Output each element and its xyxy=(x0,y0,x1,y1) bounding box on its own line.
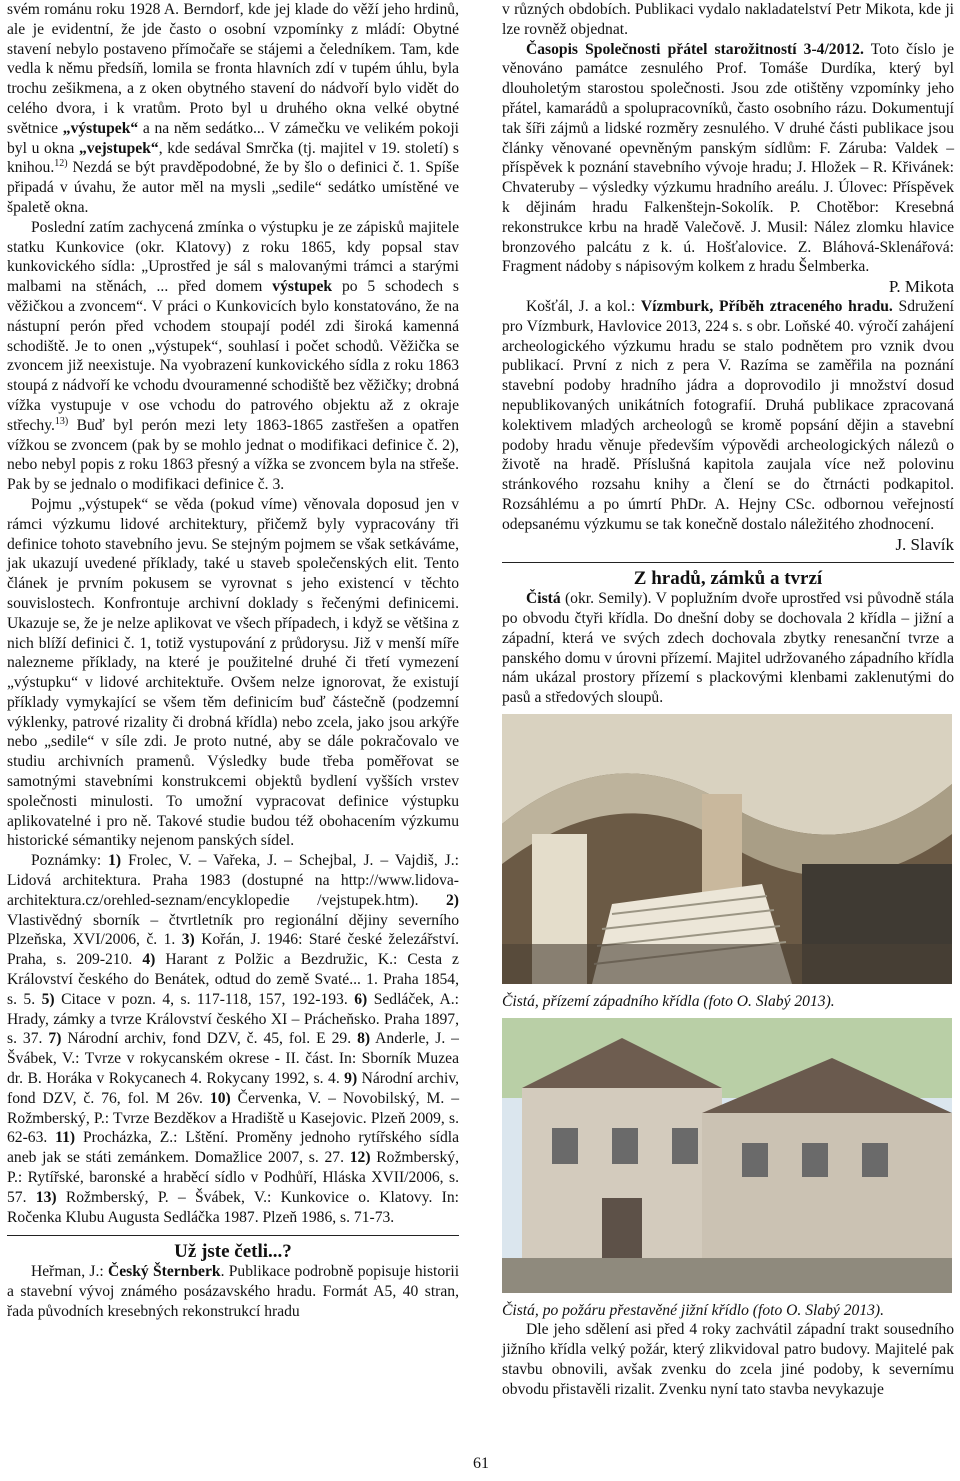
section-divider-right xyxy=(502,562,954,563)
footnote-ref-12: 12) xyxy=(54,158,68,170)
paragraph-berndorf: svém románu roku 1928 A. Berndorf, kde jej klade do věží jeho hrdinů, ale je evidentní, že jde často o osobní vzpomínky z mládí: Obytné stavení nebylo postaveno přímočaře se stájemi a čeledníkem. Tam, kde vedla k němu předsíň, lomila se fronta hlavních zdí v tupém úhlu, byla trochu zešikmena, a z oken obytného stavení do nádvoří bylo vidět do celého dvora, i k vratům. Proto byl u druhého okna velké obytné světnice „výstupek“ a na něm sedátko... V zámečku ve velikém pokoji byl u okna „vejstupek“, kde sedával Smrčka (tj. majitel v 19. století) s knihou.$^{12)}$ Nezdá se být pravděpodobné, že by šlo o definici č. 1. Spíše připadá v úvahu, že autor měl na mysli „sedile“ sedátko umístěné ve špaletě okna. xyxy=(7,1,459,216)
signature-slavik: J. Slavík xyxy=(895,534,954,554)
paragraph-cesky-sternberk: Heřman, J.: Český Šternberk. Publikace podrobně popisuje historii a stavební vývoj známého posázavského hradu. Formát A5, 40 stran, řada původních kresebných rekonstrukcí hradu xyxy=(7,1263,460,1320)
photo-south-wing xyxy=(502,1018,952,1293)
section-heading-read: Už jste četli...? xyxy=(174,1241,292,1263)
term-vystupek: „výstupek“ xyxy=(62,119,139,137)
notes: Poznámky: 1) Frolec, V. – Vařeka, J. – Schejbal, J. – Vajdiš, J.: Lidová architektura. Praha 1983 (dostupné na http://www.lidova-architektura.cz/orehled-seznam/encyklopedie /vejstupek.htm). 2) Vlastivědný sborník – čtvrtletník pro regionální dějiny severního Plzeňska, XVI/2006, č. 1. 3) Kořán, J. 1946: Staré české železářství. Praha, s. 209-210. 4) Harant z Polžic a Bezdružic, K.: Cesta z Království českého do Benátek, odtud do země Svaté... 1. Praha 1854, s. 5. 5) Citace v pozn. 4, s. 117-118, 157, 192-193. 6) Sedláček, A.: Hrady, zámky a tvrze Království českého XI – Prácheňsko. Praha 1897, s. 37. 7) Národní archiv, fond DZV, č. 45, fol. E 29. 8) Anderle, J. – Švábek, V.: Tvrze v rokycanském okrese - II. část. In: Sborník Muzea dr. B. Horáka v Rokycanech 4. Rokycany 1992, s. 4. 9) Národní archiv, fond DZV, č. 76, fol. M 26v. 10) Červenka, V. – Novobilský, M. – Rožmberský, P.: Tvrze Bezděkov a Hradiště u Kasejovic. Plzeň 2009, s. 62-63. 11) Procházka, Z.: Lštění. Proměny jednoho rytířského sídla aneb jak se státi zemánkem. Domažlice 2007, s. 27. 12) Rožmberský, P.: Rytířské, baronské a hraběcí sídlo v Podhůří, Hláska XVII/2006, s. 57. 13) Rožmberský, P. – Švábek, V.: Kunkovice o. Klatovy. In: Ročenka Klubu Augusta Sedláčka 1987. Plzeň 1986, s. 71-73. xyxy=(7,852,460,1226)
page-number: 61 xyxy=(473,1455,489,1472)
paragraph-vizmburk: Košťál, J. a kol.: Vízmburk, Příběh ztraceného hradu. Sdružení pro Vízmburk, Havlovice 2013, 224 s. s obr. Loňské 40. výročí zahájení archeologického výzkumu hradu se stalo podnětem pro vznik dvou publikací. První z nich z pera V. Razíma se zaměřila na poznání stavební podoby hradního jádra a doprovodilo ji množství dosud nepublikovaných unikátních fotografií. Druhá publikace zpracovaná kolektivem mladých archeologů se kromě popsání dějin a stavební podoby hradu věnuje především výpovědi archeologických nálezů o životě na hradě. Příslušná kapitola zaujala více než polovinu stránkového rozsahu knihy a člení se do čtrnácti podkapitol. Rozsáhlému a po úmrtí PhDr. A. Hejny CSc. odbornou veřejností odepsanému výzkumu se tak konečně dostalo náležitého zhodnocení. xyxy=(502,297,954,533)
section-divider xyxy=(7,1235,459,1236)
paragraph-cista-fire: Dle jeho sdělení asi před 4 roky zachvátil západní trakt sousedního jižního křídla velký požár, který zlikvidoval patro budovy. Majitelé pak stavbu obnovili, avšak zvenku do zcela jiné podoby, k severnímu obvodu přistavěli rizalit. Zvenku nyní tato stavba nevykazuje xyxy=(502,1321,954,1398)
footnote-ref-13: 13) xyxy=(54,415,69,427)
signature-mikota: P. Mikota xyxy=(888,277,954,297)
paragraph-mikota-publisher: v různých obdobích. Publikaci vydalo nakladatelství Petr Mikota, kde ji lze rovněž objednat. xyxy=(502,1,954,38)
paragraph-cista: Čistá (okr. Semily). V poplužním dvoře uprostřed vsi původně stála po obvodu čtyři křídla. Do dnešní doby se dochovala 2 křídla – jižní a západní, která ve svých zdech dochovala zbytky renesanční tvrze a panského domu v úrovni přízemí. Majitel udržovaného západního křídla nám ukázal prostory přízemí s plackovými klenbami zaklenutými do pasů a středových sloupů. xyxy=(502,590,954,707)
paragraph-conclusion: Pojmu „výstupek“ se věda (pokud víme) věnovala doposud jen v rámci výzkumu lidové architektury, přičemž byly vypracovány tři definice tohoto stavebního jevu. Se stejným pojmem se však setkáváme, jak ukazují uvedené příklady, také u staveb společenských elit. Tento článek je prvním pokusem se vyrovnat s jeho existencí v těchto souvislostech. Konfrontuje archivní doklady s řečenými definicemi. Ukazuje se, že je nelze aplikovat ve všech případech, i když se většina z nich blíží definici č. 1, totiž vystupování z průdorysu. Již v menší míře nalezneme příklady, na které je použitelné druhé či třetí vymezení „výstupku“ v lidové architektuře. Ovšem nelze ignorovat, že existují příklady vymykající se všem těm definicím buď částečně (podzemní výklenky, patrové rizality či drobná křídla) nebo zcela, jako jsou arkýře nebo „sedile“ v síle zdi. Je proto nutné, aby se dále pokračovalo ve studiu archivních pramenů. Výsledky bude třeba poměřovat se samotnými stavebními konstrukcemi objektů bydlení vyšších vrstev společnosti minulosti. To umožní vypracovat definice výstupku aplikovatelné i pro ně. Takové studie budou též obohacením výzkumu historické sémantiky nejenom panských sídel. xyxy=(7,495,459,850)
right-column xyxy=(502,0,954,1400)
caption-photo-2: Čistá, po požáru přestavěné jižní křídlo (foto O. Slabý 2013). xyxy=(502,1301,885,1319)
paragraph-casopis: Časopis Společnosti přátel starožitností 3-4/2012. Toto číslo je věnováno památce zesnulého Prof. Tomáše Durdíka, který byl dlouholetým starostou společnosti. Jsou zde otištěny vzpomínky jeho přátel, kamarádů a spolupracovníků, často osobního rázu. Dokumentují tak šíři zájmů a lidské rozměry zesnulého. V druhé části publikace jsou články věnované opevněným panským sídlům: F. Záruba: Valdek – příspěvek k poznání stavebního vývoje hradu; J. Hložek – R. Křivánek: Chvateruby – výsledky výzkumu hradního areálu. J. Úlovec: Příspěvek k dějinám hradu Falkenštejn-Sokolík. P. Chotěbor: Kresebná rekonstrukce krbu na hradě Valečově. J. Musil: Nález zlomku hlavice bronzového palcátu z k. ú. Hošťalovice. Z. Bláhová-Sklenářová: Fragment nádoby s nápisovým kolkem z hradu Šelmberka. xyxy=(502,40,954,276)
photo-vaulted-ground-floor xyxy=(502,714,952,984)
left-column xyxy=(7,0,459,1322)
paragraph-kunkovice: Poslední zatím zachycená zmínka o výstupku je ze zápisků majitele statku Kunkovice (okr. Klatovy) z roku 1865, kdy popsal stav kunkovického sídla: „Uprostřed je sál s malovanými trámci a starými malbami na stěnách, ... před domem výstupek po 5 schodech s věžičkou a zvoncem“. V práci o Kunkovicích bylo konstatováno, že na nástupní perón před vchodem stoupají podél zdi široká kamenná schodiště. Je to onen „výstupek“, souhlasí i počet schodů. Věžička se zvoncem již neexistuje. Na vyobrazení kunkovického sídla z roku 1863 stoupá z nádvoří ke vchodu dvouramenné schodiště bez věžičky; drobná vížka vystupuje v ose vchodu do patrového objektu až z okraje střechy.$^{13)}$ Buď byl perón mezi lety 1863-1865 zastřešen a opatřen vížkou se zvoncem (pak by se mohlo jednat o modifikaci definice č. 2), nebo nebyl popis z roku 1863 přesný a vížka se zvoncem byla na střeše. Pak by se jednalo o modifikaci definice č. 3. xyxy=(7,218,459,494)
term-vejstupek: „vejstupek“ xyxy=(78,139,159,157)
section-heading-castles: Z hradů, zámků a tvrzí xyxy=(633,568,823,590)
caption-photo-1: Čistá, přízemí západního křídla (foto O. Slabý 2013). xyxy=(502,992,835,1010)
